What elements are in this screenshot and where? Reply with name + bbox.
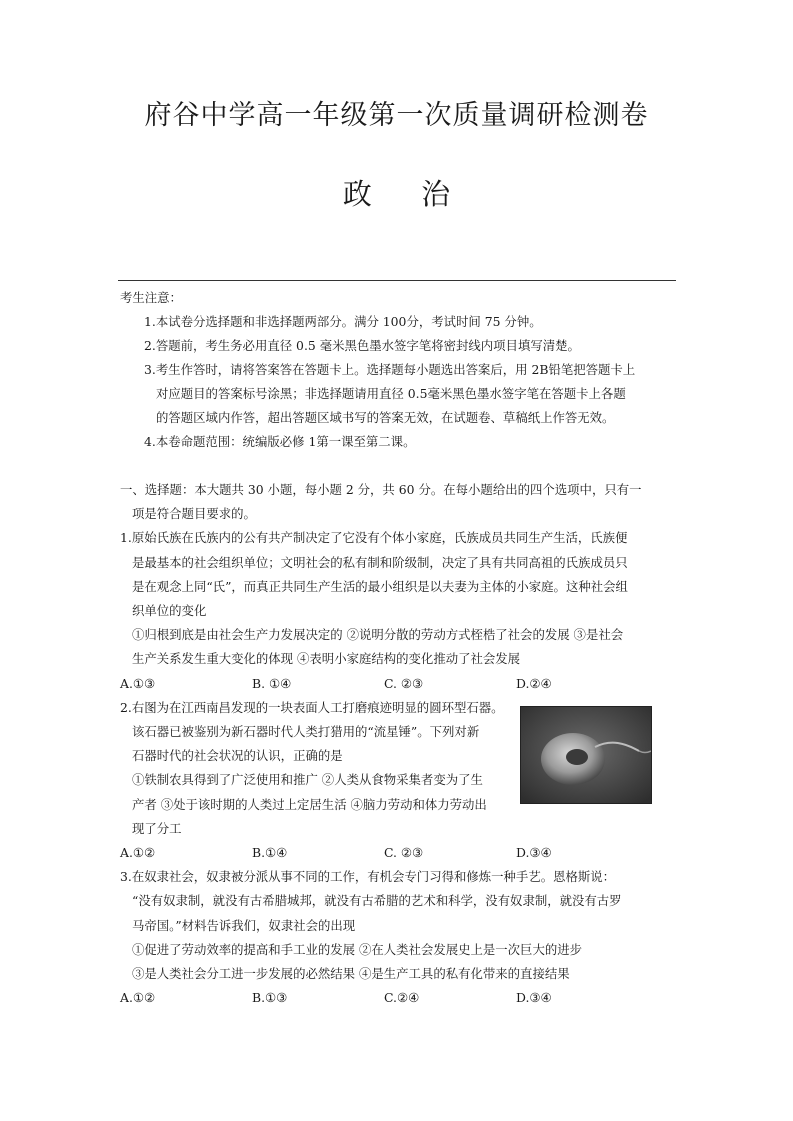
option-d[interactable]: D.③④: [516, 990, 552, 1006]
question-stem-line: 是最基本的社会组织单位；文明社会的私有制和阶级制，决定了具有共同高祖的氏族成员只: [132, 554, 628, 570]
question-stem-line: 马帝国。”材料告诉我们，奴隶社会的出现: [132, 917, 356, 933]
exam-title: 府谷中学高一年级第一次质量调研检测卷: [144, 100, 649, 131]
statement-line: 产者 ③处于该时期的人类过上定居生活 ④脑力劳动和体力劳动出: [132, 796, 487, 812]
option-d[interactable]: D.③④: [516, 845, 552, 861]
statement-line: ①促进了劳动效率的提高和手工业的发展 ②在人类社会发展史上是一次巨大的进步: [132, 941, 583, 957]
notice-item: [120, 358, 680, 430]
question-stem-line: 织单位的变化: [132, 603, 207, 619]
question-2-text: [120, 696, 530, 841]
question-2: [120, 696, 682, 865]
statement-line: ①归根到底是由社会生产力发展决定的 ②说明分散的劳动方式桎梏了社会的发展 ③是社会: [132, 627, 624, 643]
notice-item: [120, 310, 680, 334]
subject-title: 政 治: [342, 177, 451, 211]
notice-item-line: 1.本试卷分选择题和非选择题两部分。满分 100分，考试时间 75 分钟。: [144, 314, 542, 329]
question-body: [120, 478, 682, 1010]
notice-item-line: 2.答题前，考生务必用直径 0.5 毫米黑色墨水签字笔将密封线内项目填写清楚。: [144, 338, 580, 353]
notice-heading: 考生注意：: [120, 290, 182, 305]
question-stem-line: 1.原始氏族在氏族内的公有共产制决定了它没有个体小家庭，氏族成员共同生产生活，氏族便: [120, 530, 628, 546]
answer-options: [120, 841, 682, 865]
notice-item-line: 4.本卷命题范围：统编版必修 1第一课至第二课。: [144, 434, 416, 449]
option-a[interactable]: A.①③: [120, 675, 156, 691]
section-line: 一、选择题：本大题共 30 小题，每小题 2 分，共 60 分。在每小题给出的四个选项中，只有一: [120, 482, 642, 497]
notice-item-line: 对应题目的答案标号涂黑；非选择题请用直径 0.5毫米黑色墨水签字笔在答题卡上各题: [156, 386, 626, 401]
option-c[interactable]: C. ②③: [384, 675, 424, 691]
section-heading: [120, 478, 682, 526]
answer-options: [120, 986, 682, 1010]
question-stem-line: 是在观念上同“氏”，而真正共同生产生活的最小组织是以夫妻为主体的小家庭。这种社会组: [132, 578, 628, 594]
option-a[interactable]: A.①②: [120, 990, 156, 1006]
question-stem-line: 3.在奴隶社会，奴隶被分派从事不同的工作，有机会专门习得和修炼一种手艺。恩格斯说：: [120, 869, 616, 885]
option-b[interactable]: B.①③: [252, 990, 288, 1006]
stone-artifact-photo: [520, 706, 652, 804]
notice-item: [120, 430, 680, 454]
statement-line: ③是人类社会分工进一步发展的必然结果 ④是生产工具的私有化带来的直接结果: [132, 966, 570, 982]
notice-item: [120, 334, 680, 358]
option-c[interactable]: C. ②③: [384, 845, 424, 861]
notice-item-line: 3.考生作答时，请将答案答在答题卡上。选择题每小题选出答案后，用 2B铅笔把答题卡上: [144, 362, 636, 377]
candidate-notice: [120, 286, 680, 454]
section-line: 项是符合题目要求的。: [132, 506, 256, 522]
statement-line: ①铁制农具得到了广泛使用和推广 ②人类从食物采集者变为了生: [132, 772, 483, 788]
notice-item-line: 的答题区域内作答，超出答题区域书写的答案无效，在试题卷、草稿纸上作答无效。: [156, 410, 615, 425]
question-stem-line: 石器时代的社会状况的认识，正确的是: [132, 748, 343, 764]
option-d[interactable]: D.②④: [516, 675, 552, 691]
question-stem-line: “没有奴隶制，就没有古希腊城邦，就没有古希腊的艺术和科学，没有奴隶制，就没有古罗: [132, 893, 622, 909]
question-stem-line: 2.右图为在江西南昌发现的一块表面人工打磨痕迹明显的圆环型石器。: [120, 699, 504, 715]
question-3: [120, 865, 682, 1010]
question-stem-line: 该石器已被鉴别为新石器时代人类打猎用的“流星锤”。下列对新: [132, 724, 480, 740]
answer-options: [120, 672, 682, 696]
option-b[interactable]: B. ①④: [252, 675, 292, 691]
header-divider: [118, 280, 676, 281]
option-c[interactable]: C.②④: [384, 990, 420, 1006]
option-b[interactable]: B.①④: [252, 845, 288, 861]
statement-line: 生产关系发生重大变化的体现 ④表明小家庭结构的变化推动了社会发展: [132, 651, 521, 667]
statement-line: 现了分工: [132, 820, 182, 836]
question-1: [120, 526, 682, 695]
option-a[interactable]: A.①②: [120, 845, 156, 861]
